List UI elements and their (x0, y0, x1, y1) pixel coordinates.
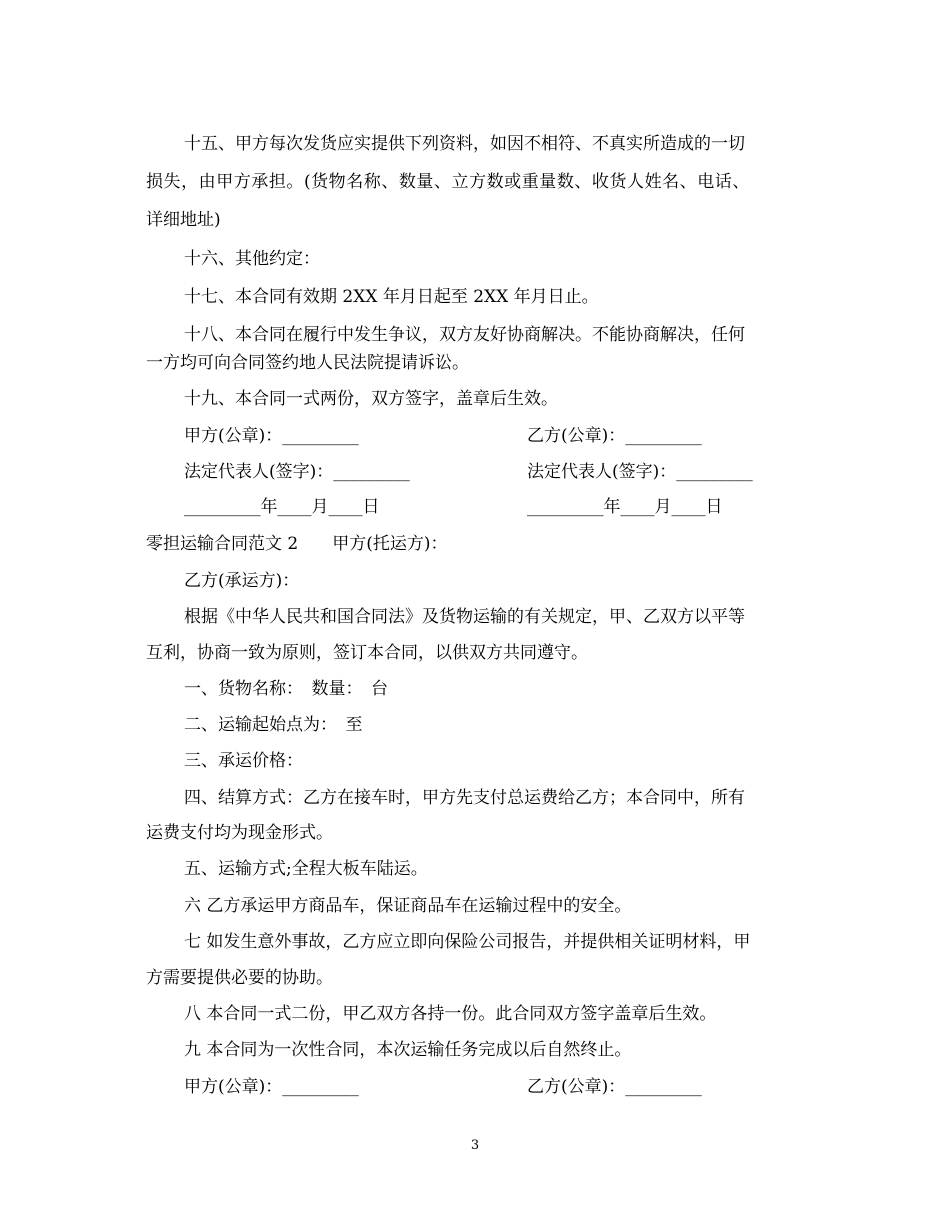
paragraph-line: 四、结算方式：乙方在接车时，甲方先支付总运费给乙方；本合同中，所有 (184, 788, 745, 808)
party-b-date-field: _________年____月____日 (527, 497, 723, 517)
paragraph-line: 损失，由甲方承担。(货物名称、数量、立方数或重量数、收货人姓名、电话、 (146, 172, 750, 192)
paragraph-line: 八 本合同一式二份，甲乙双方各持一份。此合同双方签字盖章后生效。 (184, 1004, 717, 1024)
paragraph-line: 七 如发生意外事故，乙方应立即向保险公司报告，并提供相关证明材料，甲 (184, 932, 751, 952)
paragraph-line: 三、承运价格： (184, 751, 303, 771)
party-b-seal-field: 乙方(公章)：_________ (527, 426, 702, 446)
paragraph-line: 详细地址) (146, 210, 221, 230)
paragraph-line: 十九、本合同一式两份，双方签字，盖章后生效。 (184, 389, 558, 409)
paragraph-line: 方需要提供必要的协助。 (146, 968, 333, 988)
paragraph-line: 根据《中华人民共和国合同法》及货物运输的有关规定，甲、乙双方以平等 (184, 607, 745, 627)
paragraph-line: 九 本合同为一次性合同，本次运输任务完成以后自然终止。 (184, 1040, 632, 1060)
paragraph-line: 十五、甲方每次发货应实提供下列资料，如因不相符、不真实所造成的一切 (184, 134, 745, 154)
section-heading: 零担运输合同范文 2 甲方(托运方)： (146, 534, 448, 554)
paragraph-line: 乙方(承运方)： (184, 571, 300, 591)
paragraph-line: 互利，协商一致为原则，签订本合同，以供双方共同遵守。 (146, 643, 588, 663)
party-a-seal-field: 甲方(公章)：_________ (184, 426, 359, 446)
party-a-seal-field: 甲方(公章)：_________ (184, 1077, 359, 1097)
page-number: 3 (470, 1138, 480, 1153)
paragraph-line: 十六、其他约定： (184, 249, 320, 269)
paragraph-line: 六 乙方承运甲方商品车，保证商品车在运输过程中的安全。 (184, 896, 632, 916)
paragraph-line: 一、货物名称： 数量： 台 (184, 679, 388, 699)
party-b-seal-field: 乙方(公章)：_________ (527, 1077, 702, 1097)
party-a-representative-field: 法定代表人(签字)：_________ (184, 462, 410, 482)
party-b-representative-field: 法定代表人(签字)：_________ (527, 462, 753, 482)
paragraph-line: 五、运输方式;全程大板车陆运。 (184, 859, 428, 879)
paragraph-line: 二、运输起始点为： 至 (184, 715, 363, 735)
paragraph-line: 一方均可向合同签约地人民法院提请诉讼。 (146, 353, 469, 373)
paragraph-line: 运费支付均为现金形式。 (146, 823, 333, 843)
paragraph-line: 十七、本合同有效期 2XX 年月日起至 2XX 年月日止。 (184, 287, 599, 307)
paragraph-line: 十八、本合同在履行中发生争议，双方友好协商解决。不能协商解决，任何 (184, 325, 745, 345)
party-a-date-field: _________年____月____日 (184, 497, 380, 517)
